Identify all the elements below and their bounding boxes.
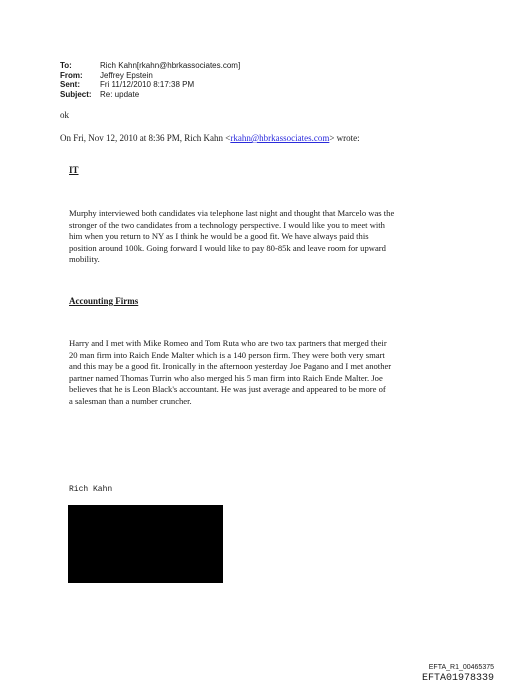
from-label: From: [60,70,83,80]
from-row [60,71,240,81]
quote-attribution [60,133,360,144]
paragraph-line: 20 man firm into Raich Ende Malter which is a 140 person firm. They were both very smart [69,349,385,360]
sent-label: Sent: [60,80,80,90]
paragraph-line: position around 100k. Going forward I would like to pay 80-85k and leave room for upward [69,242,386,253]
to-value: Rich Kahn[rkahn@hbrkassociates.com] [100,61,241,70]
paragraph-line: stronger of the two candidates from a technology perspective. I would like you to meet with [69,219,385,230]
section-heading-it: IT [69,165,79,175]
quote-suffix: > wrote: [329,133,360,143]
paragraph-it [69,208,469,266]
paragraph-line: mobility. [69,254,100,265]
sent-row [60,80,240,90]
quote-prefix: On Fri, Nov 12, 2010 at 8:36 PM, Rich Kahn < [60,133,231,143]
from-value: Jeffrey Epstein [100,70,153,80]
sent-value: Fri 11/12/2010 8:17:38 PM [100,80,195,90]
paragraph-line: believes that he is Leon Black's accountant. He was just average and appeared to be more of [69,384,386,395]
reply-text: ok [60,110,69,120]
paragraph-line: Harry and I met with Mike Romeo and Tom Ruta who are two tax partners that merged their [69,338,387,348]
subject-value: Re: update [100,89,140,99]
to-row [60,61,240,71]
subject-label: Subject: [60,89,92,99]
paragraph-line: him when you return to NY as I think he would be a good fit. We have always paid this [69,231,369,242]
paragraph-line: Murphy interviewed both candidates via telephone last night and thought that Marcelo was the [69,208,395,218]
to-label: To: [60,61,72,70]
paragraph-line: a salesman than a number cruncher. [69,395,192,406]
bates-number-large: EFTA01978339 [421,673,494,684]
section-heading-accounting: Accounting Firms [69,296,139,306]
redaction-block [68,505,223,583]
paragraph-accounting [69,338,469,408]
paragraph-line: partner named Thomas Turrin who also merged his 5 man firm into Raich Ende Malter. Joe [69,372,383,383]
paragraph-line: and this may be a good fit. Ironically in the afternoon yesterday Joe Pagano and I met another [69,361,392,372]
bates-number-small: EFTA_R1_00465375 [428,664,494,671]
signature: Rich Kahn [69,485,113,494]
quote-email-link[interactable]: rkahn@hbrkassociates.com [230,133,330,143]
email-header [60,61,240,99]
subject-row [60,90,240,100]
